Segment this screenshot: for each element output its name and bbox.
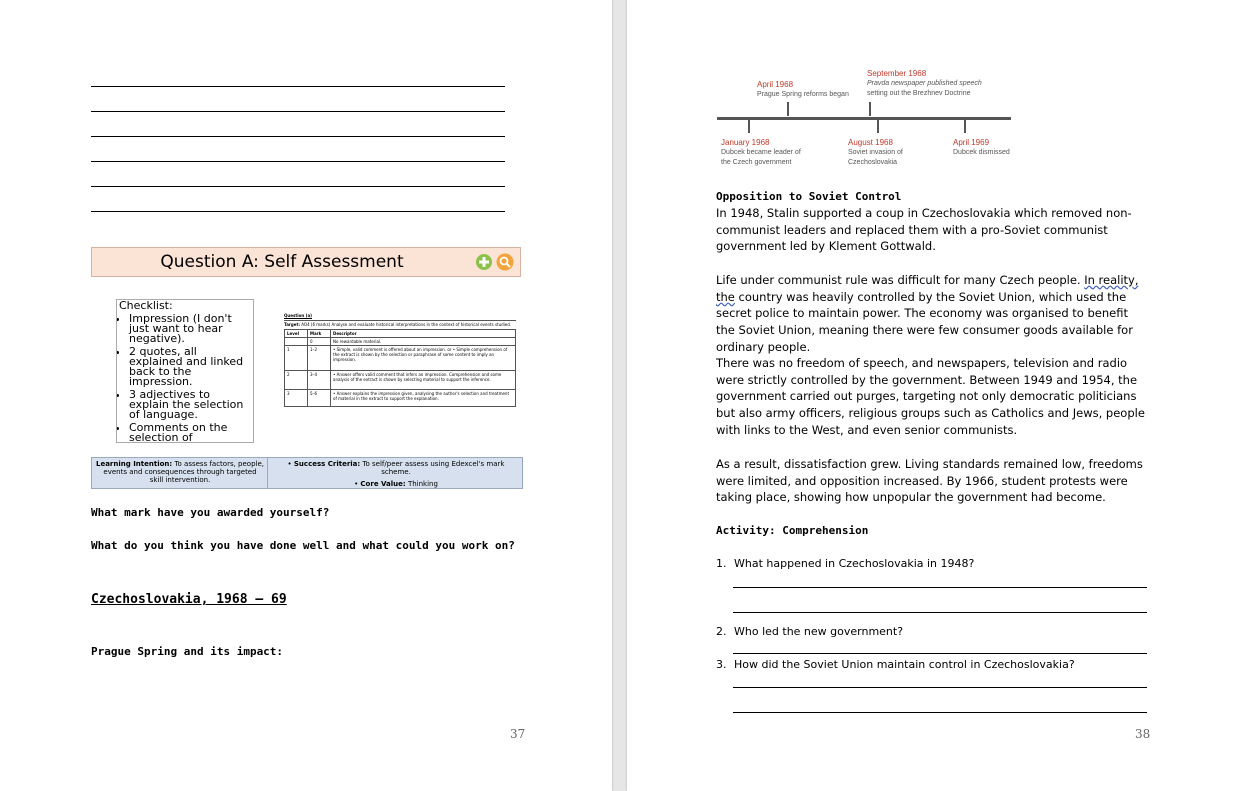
event-text: Prague Spring reforms began (757, 91, 849, 98)
column-header: Descriptor (331, 330, 516, 338)
event-text: Soviet invasion of (848, 149, 903, 156)
target-label: Target: (284, 322, 300, 327)
descriptor-cell: • Answer explains the impression given, analysing the author's selection and treatment of material in the extract to support the explanation. (331, 390, 516, 407)
answer-line (733, 587, 1147, 588)
event-text: the Czech government (721, 159, 792, 166)
target-text: AO4 (6 marks) Analyse and evaluate historical interpretations in the context of historical events studied. (301, 322, 512, 327)
event-date: September 1968 (867, 69, 927, 78)
answer-line (91, 161, 505, 162)
timeline-tick (869, 102, 871, 116)
event-text: Dubcek became leader of (721, 149, 801, 156)
core-value-text: Thinking (407, 480, 438, 488)
timeline-event (848, 138, 903, 168)
core-value-label: Core Value: (360, 480, 406, 488)
page-number: 37 (510, 727, 526, 741)
page-number: 38 (1135, 727, 1151, 741)
question-item: 1. What happened in Czechoslovakia in 1948? (716, 557, 975, 570)
left-page (0, 0, 612, 791)
self-assessment-banner (91, 247, 521, 277)
mark-cell: 0 (308, 338, 331, 346)
descriptor-cell: No rewardable material. (331, 338, 516, 346)
question-text: How did the Soviet Union maintain control in Czechoslovakia? (734, 658, 1075, 671)
checklist-box (116, 299, 254, 443)
column-header: Mark (308, 330, 331, 338)
paragraph-text: country was heavily controlled by the Soviet Union, which used the secret police to maintain power. The economy was organised to benefit the Soviet Union, meaning there were few consumer goods available for ordinary people. (716, 289, 1133, 354)
checklist-item: • 3 adjectives to explain the selection of language. (129, 390, 251, 420)
divider (267, 458, 268, 488)
descriptor-cell: • Answer offers valid comment that infers an impression. Comprehension and some analysis of the extract is shown by selecting material to support the inference. (331, 371, 516, 390)
level-cell: 2 (285, 371, 308, 390)
event-date: August 1968 (848, 138, 893, 147)
event-text: Pravda newspaper published speech (867, 80, 982, 87)
table-row (285, 390, 516, 407)
mark-scheme-table (284, 329, 516, 407)
reflection-question: What do you think you have done well and what could you work on? (91, 539, 515, 552)
mark-cell: 1–2 (308, 346, 331, 371)
learning-intention-text: To assess factors, people, events and consequences through targeted skill intervention. (103, 460, 264, 484)
answer-line (733, 612, 1147, 613)
activity-heading: Activity: Comprehension (716, 524, 869, 537)
timeline-event (867, 69, 982, 99)
mark-cell: 3–4 (308, 371, 331, 390)
answer-line (91, 186, 505, 187)
level-cell (285, 338, 308, 346)
event-date: April 1969 (953, 138, 990, 147)
checklist-heading: Checklist: (119, 299, 173, 312)
event-date: January 1968 (721, 138, 770, 147)
column-header: Level (285, 330, 308, 338)
question-text: Who led the new government? (734, 625, 904, 638)
question-item: 2. Who led the new government? (716, 625, 904, 638)
success-criteria: • Success Criteria: To self/peer assess using Edexcel's mark scheme. • Core Value: Thinking (287, 460, 505, 488)
table-row (285, 338, 516, 346)
event-date: April 1968 (757, 80, 794, 89)
timeline-tick (748, 119, 750, 133)
magnifier-icon (495, 252, 515, 272)
mark-scheme (284, 313, 516, 407)
self-assessment-title: Question A: Self Assessment (160, 252, 404, 272)
paragraph-text: Life under communist rule was difficult for many Czech people. (716, 273, 1081, 287)
success-criteria-label: Success Criteria: (293, 460, 361, 468)
mark-scheme-heading: Question (a) (284, 313, 312, 318)
checklist-item: • Impression (I don't just want to hear negative). (129, 314, 251, 344)
checklist-item: • 2 quotes, all explained and linked back to the impression. (129, 347, 251, 387)
subheading: Prague Spring and its impact: (91, 645, 284, 658)
answer-line (733, 653, 1147, 654)
answer-line (733, 712, 1147, 713)
timeline-tick (877, 119, 879, 133)
timeline-tick (964, 119, 966, 133)
answer-line (91, 211, 505, 212)
section-heading: Czechoslovakia, 1968 – 69 (91, 592, 287, 607)
success-criteria-text: To self/peer assess using Edexcel's mark scheme. (362, 460, 505, 476)
paragraph: As a result, dissatisfaction grew. Living standards remained low, freedoms were limited, and opposition increased. By 1966, student protests were taking place, showing how unpopular the government had become. (716, 457, 1143, 505)
learning-intention (96, 460, 264, 484)
answer-line (91, 136, 505, 137)
timeline-tick (787, 102, 789, 116)
timeline-event (721, 138, 801, 168)
answer-line (91, 111, 505, 112)
learning-intention-label: Learning Intention: (96, 460, 173, 468)
event-text: Dubcek dismissed (953, 149, 1010, 156)
table-row (285, 346, 516, 371)
paragraph: In 1948, Stalin supported a coup in Czechoslovakia which removed non-communist leaders and replaced them with a pro-Soviet communist government led by Klement Gottwald. (716, 206, 1132, 254)
plus-icon (474, 252, 494, 272)
event-text: setting out the Brezhnev Doctrine (867, 90, 971, 97)
paragraph (716, 272, 1146, 356)
paragraph: There was no freedom of speech, and newspapers, television and radio were strictly controlled by the government. Between 1949 and 1954, the government carried out purges, targeting not only democratic politicians but also army officers, religious groups such as Catholics and Jews, people with links to the West, and even senior communists. (716, 356, 1145, 437)
table-row (285, 371, 516, 390)
question-item: 3. How did the Soviet Union maintain control in Czechoslovakia? (716, 658, 1075, 671)
timeline-event (757, 80, 849, 100)
section-heading: Opposition to Soviet Control (716, 190, 902, 203)
spelling-flag: In reality, the (716, 273, 1139, 304)
answer-line (91, 86, 505, 87)
event-text: Czechoslovakia (848, 159, 898, 166)
timeline-event (953, 138, 1010, 158)
mark-cell: 5–6 (308, 390, 331, 407)
descriptor-cell: • Simple, valid comment is offered about an impression. or • Simple comprehension of the extract is shown by the selection or paraphrase of some content to imply an impression. (331, 346, 516, 371)
answer-line (733, 687, 1147, 688)
learning-intention-bar (91, 457, 523, 489)
question-text: What happened in Czechoslovakia in 1948? (734, 557, 975, 570)
checklist-item: • Comments on the selection of (129, 423, 251, 443)
level-cell: 3 (285, 390, 308, 407)
timeline-axis (717, 117, 1011, 120)
mark-question: What mark have you awarded yourself? (91, 506, 330, 519)
level-cell: 1 (285, 346, 308, 371)
